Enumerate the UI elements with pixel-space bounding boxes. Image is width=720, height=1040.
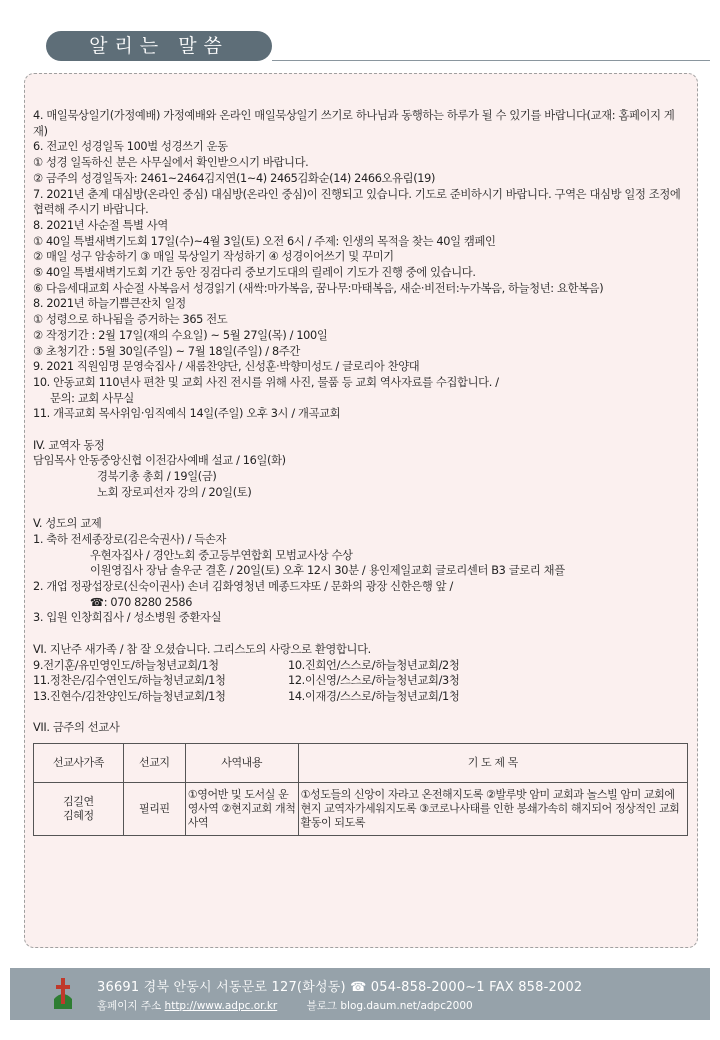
- column-header: 기 도 제 목: [298, 744, 687, 783]
- missionary-family: 김길연 김혜정: [34, 783, 124, 836]
- pastor-line: 담임목사 안동중앙신협 이전감사예배 설교 / 16일(화): [33, 454, 286, 468]
- pastor-line: 노회 장로피선자 강의 / 20일(토): [97, 485, 252, 499]
- title-divider: [272, 60, 710, 61]
- missionary-field: 필리핀: [123, 783, 185, 836]
- pastor-line: 경북기총 총회 / 19일(금): [97, 470, 217, 484]
- notice-item: ② 금주의 성경일독자: 2461~2464김지연(1~4) 2465김화순(14) 2466오유림(19): [33, 171, 436, 185]
- pastor-heading: IV. 교역자 동정: [33, 438, 105, 452]
- column-header: 선교지: [123, 744, 185, 783]
- table-row: [34, 783, 688, 836]
- column-header: 사역내용: [185, 744, 298, 783]
- notice-item: ① 성경 일독하신 분은 사무실에서 확인받으시기 바랍니다.: [33, 156, 309, 170]
- notice-item: ② 작정기간 : 2월 17일(재의 수요일) ~ 5월 27일(목) / 100일: [33, 328, 328, 342]
- notice-panel: [24, 73, 698, 948]
- notice-item: 8. 2021년 하늘기쁨큰잔치 일정: [33, 297, 186, 311]
- newcomer-row: [33, 673, 689, 689]
- footer-links: [97, 998, 473, 1013]
- fellowship-line: 3. 입원 인창희집사 / 성소병원 중환자실: [33, 611, 222, 625]
- newcomer-entry: 11.정찬은/김수연인도/하늘청년교회/1청: [33, 674, 226, 688]
- column-header: 선교사가족: [34, 744, 124, 783]
- newcomer-entry: 10.진희언/스스로/하늘청년교회/2청: [288, 658, 460, 672]
- section-title: 알리는 말씀: [46, 31, 272, 61]
- newcomer-row: [33, 689, 689, 705]
- notice-item: ① 성령으로 하나됨을 증거하는 365 전도: [33, 313, 228, 327]
- fellowship-line: 1. 축하 전세종장로(김은숙권사) / 득손자: [33, 532, 227, 546]
- table-header-row: [34, 744, 688, 783]
- newcomer-entry: 9.전기훈/유민영인도/하늘청년교회/1청: [33, 658, 219, 672]
- homepage-link[interactable]: http://www.adpc.or.kr: [164, 1000, 278, 1012]
- notice-item: ② 매일 성구 암송하기 ③ 매일 묵상일기 작성하기 ④ 성경이어쓰기 및 꾸미기: [33, 250, 394, 264]
- homepage-label: 홈페이지 주소: [97, 1000, 162, 1012]
- notice-item: ⑤ 40일 특별새벽기도회 기간 동안 징검다리 중보기도대의 릴레이 기도가 진행 중에 있습니다.: [33, 266, 476, 280]
- newcomer-entry: 13.진현수/김찬양인도/하늘청년교회/1청: [33, 689, 226, 703]
- notice-item: 6. 전교인 성경일독 100벌 성경쓰기 운동: [33, 140, 228, 154]
- notice-item: 4. 매일묵상일기(가정예배) 가정예배와 온라인 매일묵상일기 쓰기로 하나님과 동행하는 하루가 될 수 있기를 바랍니다(교재: 홈페이지 게재): [33, 109, 675, 138]
- notice-item: ③ 초청기간 : 5월 30일(주일) ~ 7월 18일(주일) / 8주간: [33, 344, 300, 358]
- notice-item: 7. 2021년 춘계 대심방(온라인 중심) 대심방(온라인 중심)이 진행되고 있습니다. 기도로 준비하시기 바랍니다. 구역은 대심방 일정 조정에 협력해 주시기 바랍니다.: [33, 187, 681, 217]
- notice-item: 10. 안동교회 110년사 편찬 및 교회 사진 전시를 위해 사진, 물품 등 교회 역사자료를 수집합니다. /: [33, 375, 499, 389]
- fellowship-heading: V. 성도의 교제: [33, 517, 102, 531]
- notice-item: 8. 2021년 사순절 특별 사역: [33, 218, 168, 232]
- newcomer-entry: 12.이신영/스스로/하늘청년교회/3청: [288, 674, 460, 688]
- newcomer-row: [33, 658, 689, 674]
- fellowship-line: ☎: 070 8280 2586: [90, 595, 193, 609]
- church-logo-icon: [52, 977, 74, 1011]
- notice-item: 문의: 교회 사무실: [50, 391, 134, 405]
- fellowship-line: 이원영집사 장남 솔우군 결혼 / 20일(토) 오후 12시 30분 / 용인제일교회 글로리센터 B3 글로리 채플: [90, 564, 565, 578]
- missionary-table: [33, 743, 688, 836]
- fellowship-line: 우현자집사 / 경안노회 중고등부연합회 모범교사상 수상: [90, 548, 353, 562]
- newcomer-entry: 14.이재경/스스로/하늘청년교회/1청: [288, 689, 460, 703]
- notice-item: ① 40일 특별새벽기도회 17일(수)~4월 3일(토) 오전 6시 / 주제: 인생의 목적을 찾는 40일 캠페인: [33, 234, 496, 248]
- missionary-prayer: ①성도들의 신앙이 자라고 온전해지도록 ②발루밧 암미 교회과 놀스빌 암미 교회에 현지 교역자가세워지도록 ③코로나사태를 인한 봉쇄가속히 해지되어 정상적인 교회활동이 되도록: [298, 783, 687, 836]
- missionary-heading: VII. 금주의 선교사: [33, 721, 120, 735]
- blog-address[interactable]: 블로그 blog.daum.net/adpc2000: [306, 1000, 473, 1012]
- notice-item: 11. 개곡교회 목사위임·임직예식 14일(주일) 오후 3시 / 개곡교회: [33, 407, 341, 421]
- newcomers-heading: VI. 지난주 새가족 / 참 잘 오셨습니다. 그리스도의 사랑으로 환영합니다.: [33, 642, 371, 656]
- footer-bar: [10, 968, 710, 1020]
- missionary-ministry: ①영어반 및 도서실 운영사역 ②현지교회 개척 사역: [185, 783, 298, 836]
- fellowship-line: 2. 개업 정광섭장로(신숙이권사) 손녀 김화영청년 메종드쟈또 / 문화의 광장 신한은행 앞 /: [33, 580, 453, 594]
- notice-item: ⑥ 다음세대교회 사순절 사복음서 성경읽기 (새싹:마가복음, 꿈나무:마태복음, 새순·비전터:누가복음, 하늘청년: 요한복음): [33, 281, 604, 295]
- notice-item: 9. 2021 직원임명 문영숙집사 / 새롬찬양단, 신성훈·박향미성도 / 글로리아 찬양대: [33, 360, 420, 374]
- footer-address: 36691 경북 안동시 서동문로 127(화성동) ☎ 054-858-2000~1 FAX 858-2002: [97, 980, 583, 995]
